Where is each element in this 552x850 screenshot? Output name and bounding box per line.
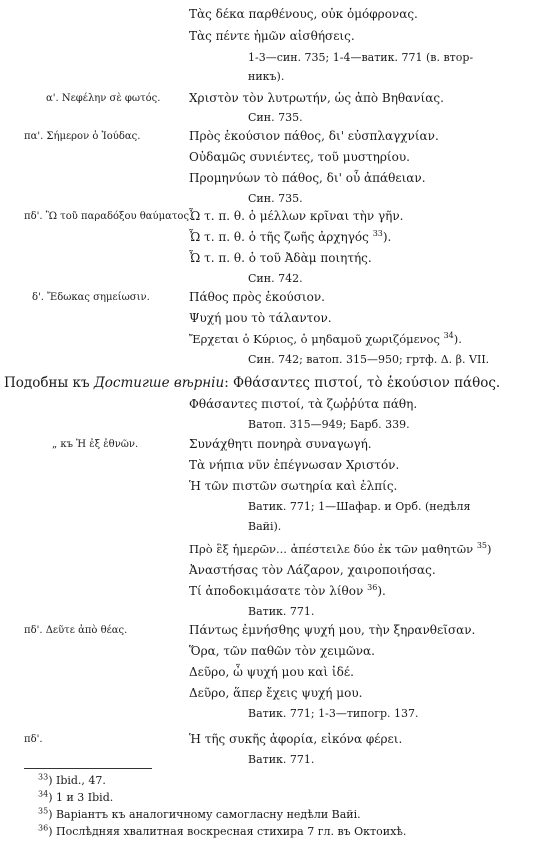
source-line: Ватик. 771; 1-3—типогр. 137.: [248, 707, 419, 720]
hymn-label: πα'. Σήμερον ὁ Ἰούδας.: [24, 131, 141, 142]
hymn-label: α'. Νεφέλην σὲ φωτός.: [46, 93, 161, 104]
footnote: $^{36}$) Послѣдняя хвалитная воскресная стихира 7 гл. въ Октоихѣ.: [38, 823, 407, 838]
verse-line: Ἀναστήσας τὸν Λάζαρον, χαιροποιήσας.: [189, 563, 436, 577]
verse-line: Προμηνύων τὸ πάθος, δι' οὗ ἀπάθειαν.: [189, 171, 426, 185]
verse-line: Τὰς δέκα παρθένους, οὐκ ὁμόφρονας.: [189, 7, 418, 21]
verse-line: Ὅρα, τῶν παθῶν τὸν χειμῶνα.: [189, 644, 375, 658]
verse-line: Ψυχή μου τὸ τάλαντον.: [189, 311, 332, 325]
verse-line: Ὦ τ. π. θ. ὁ τοῦ Ἀδὰμ ποιητής.: [189, 251, 372, 265]
verse-line: Τὰ νήπια νῦν ἐπέγνωσαν Χριστόν.: [189, 458, 400, 472]
source-line: никъ).: [248, 70, 285, 83]
verse-line: Τί ἀποδοκιμάσατε τὸν λίθον $^{36}$).: [189, 583, 386, 598]
footnote-ref: 36: [367, 583, 378, 592]
source-line: Син. 742.: [248, 272, 303, 285]
verse-line: Οὐδαμῶς συνιέντες, τοῦ μυστηρίου.: [189, 150, 410, 164]
verse-line: Δεῦρο, ὦ ψυχή μου καὶ ἰδέ.: [189, 665, 354, 679]
verse-line: Πάντως ἐμνήσθης ψυχή μου, τὴν ξηρανθεῖσαν.: [189, 623, 476, 637]
verse-line: Πάθος πρὸς ἑκούσιον.: [189, 290, 325, 304]
footnote-divider: [24, 768, 152, 769]
source-line: Син. 735.: [248, 111, 303, 124]
hymn-label: δ'. Ἔδωκας σημείωσιν.: [32, 292, 150, 303]
source-line: Ватик. 771.: [248, 605, 315, 618]
section-heading: Подобны къ Достигше вѣрніи: Φθάσαντες πιστοί, τὸ ἑκούσιον πάθος.: [4, 375, 501, 391]
footnote: $^{35}$) Варіантъ къ аналогичному самогласну недѣли Вайі.: [38, 806, 361, 821]
footnote: $^{34}$) 1 и 3 Ibid.: [38, 789, 114, 804]
verse-line: Χριστὸν τὸν λυτρωτήν, ὡς ἀπὸ Βηθανίας.: [189, 91, 444, 105]
verse-line: Πρὸ ἓξ ἡμερῶν... ἀπέστειλε δύο ἐκ τῶν μαθητῶν $^{35}$): [189, 541, 492, 556]
verse-line: Ἡ τῆς συκῆς ἀφορία, εἰκόνα φέρει.: [189, 732, 403, 746]
verse-line: Ἡ τῶν πιστῶν σωτηρία καὶ ἐλπίς.: [189, 479, 398, 493]
verse-line: Ἔρχεται ὁ Κύριος, ὁ μηδαμοῦ χωριζόμενος $^{34}$).: [189, 331, 462, 346]
source-line: Ватик. 771; 1—Шафар. и Орб. (недѣля: [248, 500, 471, 513]
source-line: Син. 742; ватоп. 315—950; гртф. Δ. β. VII.: [248, 353, 490, 366]
verse-line: Τὰς πέντε ἡμῶν αἰσθήσεις.: [189, 29, 355, 43]
source-line: Ватоп. 315—949; Барб. 339.: [248, 418, 410, 431]
source-line: Вайі).: [248, 520, 282, 533]
verse-line: Συνάχθητι πονηρὰ συναγωγή.: [189, 437, 372, 451]
verse-line: Φθάσαντες πιστοί, τὰ ζωῤῥύτα πάθη.: [189, 397, 418, 411]
verse-line: Δεῦρο, ἅπερ ἔχεις ψυχή μου.: [189, 686, 363, 700]
footnote-ref: 35: [476, 541, 487, 551]
hymn-label: πδ'.: [24, 734, 43, 745]
footnote: $^{33}$) Ibid., 47.: [38, 772, 106, 787]
hymn-label: πδ'. Δεῦτε ἀπὸ θέας.: [24, 625, 128, 636]
source-line: Ватик. 771.: [248, 753, 315, 766]
hymn-label: πδ'. Ὢ τοῦ παραδόξου θαύματος.: [24, 211, 193, 222]
hymn-label: „ къ Ἡ ἐξ ἐθνῶν.: [52, 439, 139, 450]
source-line: 1-3—син. 735; 1-4—ватик. 771 (в. втор-: [248, 51, 474, 64]
footnote-ref: 34: [443, 331, 454, 341]
footnote-ref: 33: [372, 229, 383, 238]
verse-line: Ὦ τ. π. θ. ὁ μέλλων κρῖναι τὴν γῆν.: [189, 209, 404, 223]
source-line: Син. 735.: [248, 192, 303, 205]
verse-line: Πρὸς ἑκούσιον πάθος, δι' εὐσπλαγχνίαν.: [189, 129, 439, 143]
verse-line: Ὦ τ. π. θ. ὁ τῆς ζωῆς ἀρχηγός $^{33}$).: [189, 229, 392, 244]
